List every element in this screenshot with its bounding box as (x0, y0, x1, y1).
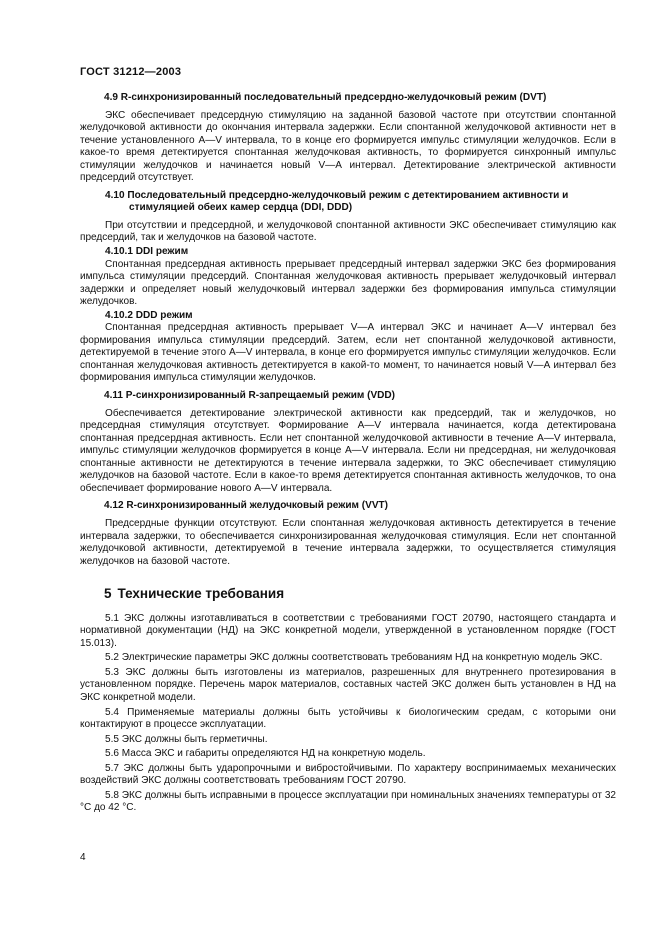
section-paragraph: Спонтанная предсердная активность прерывает предсердный интервал задержки ЭКС без формирования импульса стимуляции предсердий. Спонтанная желудочковая активность прерывает желудочковый интервал задержки и определяет новый желудочковый интервал задержки без формирования импульса стимуляции желудочков. (80, 258, 616, 308)
section-paragraph: При отсутствии и предсердной, и желудочковой спонтанной активности ЭКС обеспечивает стимуляцию как предсердий, так и желудочков на базовой частоте. (80, 219, 616, 244)
section-paragraph: Обеспечивается детектирование электрической активности как предсердий, так и желудочков, но предсердная стимуляция отсутствует. Формирование А—V интервала начинается, когда детектирована спонтанная предсердная активность. Если нет спонтанной желудочковой активности в течение А—V интервала, импульс стимуляции желудочков формируется в конце А—V интервала. Если ни предсердная, ни желудочковая спонтанные активности не детектируются в течение интервала задержки, то ЭКС обеспечивает стимуляцию желудочков на базовой частоте. Если в какое-то время детектируется спонтанная активность желудочков, то она обеспечивает формирование нового А—V интервала. (80, 407, 616, 494)
chapter-title: Технические требования (117, 586, 285, 602)
subsection-heading-4-10-1: 4.10.1 DDI режим (105, 246, 189, 258)
requirement-item: 5.2 Электрические параметры ЭКС должны соответствовать требованиям НД на конкретную модель ЭКС. (105, 652, 603, 664)
chapter-heading (104, 588, 616, 601)
section-heading-4-11: 4.11 P-синхронизированный R-запрещаемый режим (VDD) (104, 390, 396, 402)
subsection-heading-4-10-2: 4.10.2 DDD режим (105, 309, 193, 321)
requirement-item: 5.1 ЭКС должны изготавливаться в соответствии с требованиями ГОСТ 20790, настоящего стандарта и нормативной документации (НД) на ЭКС конкретной модели, утвержденной в установленном порядке (ГОСТ 15.013). (80, 612, 616, 649)
section-heading-4-9: 4.9 R-синхронизированный последовательный предсердно-желудочковый режим (DVT) (104, 92, 547, 103)
requirement-item: 5.8 ЭКС должны быть исправными в процессе эксплуатации при номинальных значениях температуры от 32 °С до 42 °С. (80, 789, 616, 814)
page-number: 4 (80, 852, 86, 863)
section-paragraph: Предсердные функции отсутствуют. Если спонтанная желудочковая активность детектируется в течение интервала задержки, то обеспечивается синхронизированная желудочковая стимуляция. Если нет спонтанной желудочковой активности, детектируемой в течение интервала задержки, то осуществляется стимуляция желудочков на базовой частоте. (80, 517, 616, 567)
requirement-item: 5.4 Применяемые материалы должны быть устойчивы к биологическим средам, с которыми они контактируют в процессе эксплуатации. (80, 706, 616, 731)
requirement-item: 5.3 ЭКС должны быть изготовлены из материалов, разрешенных для внутреннего протезирования в установленном порядке. Перечень марок материалов, составных частей ЭКС должен быть установлен в НД на ЭКС конкретной модели. (80, 666, 616, 703)
section-paragraph: ЭКС обеспечивает предсердную стимуляцию на заданной базовой частоте при отсутствии спонтанной желудочковой активности до окончания интервала задержки. Если спонтанной желудочковой активности нет в течение установленного А—V интервала, то в конце его формируется импульс стимуляции желудочков. Если в какое-то время детектируется спонтанная желудочковая активность, то формируется синхронный импульс стимуляции желудочков и начинается новый V—A интервал. Детектирование электрической активности предсердий отсутствует. (80, 109, 616, 184)
requirement-item: 5.6 Масса ЭКС и габариты определяются НД на конкретную модель. (105, 748, 426, 760)
requirement-item: 5.7 ЭКС должны быть ударопрочными и вибростойчивыми. По характеру воспринимаемых механических воздействий ЭКС должны соответствовать требованиям ГОСТ 20790. (80, 762, 616, 787)
standard-code-header: ГОСТ 31212—2003 (80, 66, 182, 78)
section-heading-4-10: 4.10 Последовательный предсердно-желудочковый режим с детектированием активности и стимуляцией обеих камер сердца (DDI, DDD) (105, 189, 569, 214)
section-paragraph: Спонтанная предсердная активность прерывает V—A интервал ЭКС и начинает А—V интервал без формирования импульса стимуляции предсердий. Затем, если нет спонтанной желудочковой активности, детектируемой в течение этого А—V интервала, в конце его формируется импульс стимуляции желудочков. Если спонтанная желудочковая активность детектируется в какой-то момент, то начинается новый V—A интервал без формирования импульса стимуляции желудочков. (80, 322, 616, 384)
chapter-number: 5 (104, 586, 112, 602)
section-heading-4-12: 4.12 R-синхронизированный желудочковый режим (VVT) (104, 500, 389, 512)
page-content (80, 92, 616, 815)
requirement-item: 5.5 ЭКС должны быть герметичны. (105, 733, 268, 745)
